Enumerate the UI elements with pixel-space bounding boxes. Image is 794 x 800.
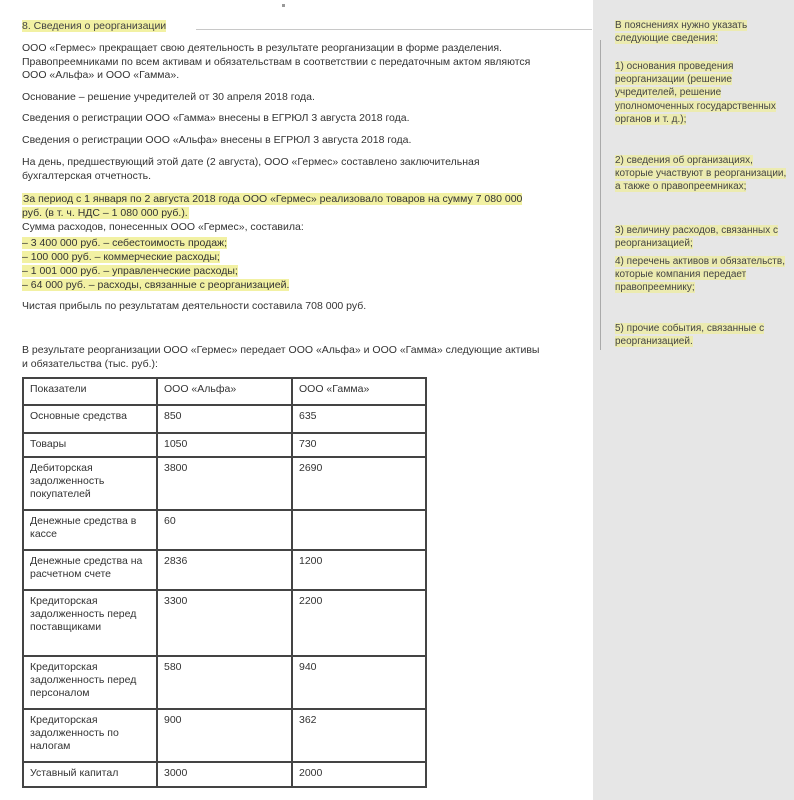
header-cell: ООО «Гамма» <box>292 378 426 405</box>
table-cell: Кредиторская задолженность перед поставщиками <box>23 590 157 656</box>
table-cell: 850 <box>157 405 292 433</box>
table-cell: 900 <box>157 709 292 762</box>
paragraph-basis: Основание – решение учредителей от 30 апреля 2018 года. <box>22 91 315 103</box>
table-row <box>23 709 426 762</box>
section-heading: 8. Сведения о реорганизации <box>22 20 167 32</box>
sidebar-item: 5) прочие события, связанные с реорганизацией. <box>615 323 765 348</box>
sidebar-intro: В пояснениях нужно указать следующие сведения: <box>615 20 748 45</box>
table-cell: 2690 <box>292 457 426 510</box>
table-row <box>23 550 426 590</box>
table-cell: 580 <box>157 656 292 709</box>
paragraph-transfer: В результате реорганизации ООО «Гермес» передает ООО «Альфа» и ООО «Гамма» следующие активы и обязательства (тыс. руб.): <box>22 344 540 370</box>
table-cell: Кредиторская задолженность перед персоналом <box>23 656 157 709</box>
expenses-list <box>22 236 289 292</box>
sidebar-item: 2) сведения об организациях, которые участвуют в реорганизации, а также о правопреемниках; <box>615 155 787 193</box>
explanations-sidebar <box>593 0 794 800</box>
table-row <box>23 510 426 550</box>
assets-liabilities-table <box>22 377 427 788</box>
table-row <box>23 405 426 433</box>
table-cell: 3800 <box>157 457 292 510</box>
paragraph-expenses-intro: Сумма расходов, понесенных ООО «Гермес», составила: <box>22 221 304 233</box>
paragraph-sales: За период с 1 января по 2 августа 2018 года ООО «Гермес» реализовало товаров на сумму 7 080 000 руб. (в т. ч. НДС – 1 080 000 руб.). <box>22 193 523 219</box>
table-row <box>23 590 426 656</box>
list-item: – 100 000 руб. – коммерческие расходы; <box>22 251 220 263</box>
table-cell: 362 <box>292 709 426 762</box>
paragraph-alfa-registration: Сведения о регистрации ООО «Альфа» внесены в ЕГРЮЛ 3 августа 2018 года. <box>22 134 412 146</box>
heading-rule <box>196 29 592 30</box>
table-cell: Денежные средства в кассе <box>23 510 157 550</box>
table-cell: 3000 <box>157 762 292 787</box>
table-cell: 730 <box>292 433 426 457</box>
paragraph-net-profit: Чистая прибыль по результатам деятельности составила 708 000 руб. <box>22 300 367 312</box>
paragraph-succession: ООО «Гермес» прекращает свою деятельность в результате реорганизации в форме разделения. Правопреемниками по всем активам и обязательствам в соответствии с передаточным актом являются ООО «Альфа» и ООО «Гамма». <box>22 42 531 81</box>
table-row <box>23 457 426 510</box>
table-cell: 2200 <box>292 590 426 656</box>
sidebar-item: 3) величину расходов, связанных с реорганизацией; <box>615 225 779 250</box>
sidebar-item: 1) основания проведения реорганизации (решение учредителей, решение уполномоченных государственных органов и т. д.); <box>615 61 776 125</box>
table-cell: Товары <box>23 433 157 457</box>
table-row <box>23 762 426 787</box>
list-item: – 1 001 000 руб. – управленческие расходы; <box>22 265 238 277</box>
table-cell: 1200 <box>292 550 426 590</box>
table-cell: 1050 <box>157 433 292 457</box>
header-cell: ООО «Альфа» <box>157 378 292 405</box>
list-item: – 64 000 руб. – расходы, связанные с реорганизацией. <box>22 279 290 291</box>
table-cell: Кредиторская задолженность по налогам <box>23 709 157 762</box>
sidebar-item: 4) перечень активов и обязательств, которые компания передает правопреемнику; <box>615 256 785 294</box>
header-cell: Показатели <box>23 378 157 405</box>
table-cell: 2000 <box>292 762 426 787</box>
list-item: – 3 400 000 руб. – себестоимость продаж; <box>22 237 227 249</box>
sidebar-rule <box>600 40 601 350</box>
table-cell: 635 <box>292 405 426 433</box>
table-cell <box>292 510 426 550</box>
table-header-row <box>23 378 426 405</box>
table-cell: Дебиторская задолженность покупателей <box>23 457 157 510</box>
table-row <box>23 433 426 457</box>
table-row <box>23 656 426 709</box>
table-cell: Денежные средства на расчетном счете <box>23 550 157 590</box>
table-cell: 60 <box>157 510 292 550</box>
table-cell: 3300 <box>157 590 292 656</box>
table-cell: 2836 <box>157 550 292 590</box>
table-cell: Уставный капитал <box>23 762 157 787</box>
table-cell: 940 <box>292 656 426 709</box>
paragraph-final-reporting: На день, предшествующий этой дате (2 августа), ООО «Гермес» составлено заключительная бухгалтерская отчетность. <box>22 156 480 182</box>
paragraph-gamma-registration: Сведения о регистрации ООО «Гамма» внесены в ЕГРЮЛ 3 августа 2018 года. <box>22 112 410 124</box>
table-cell: Основные средства <box>23 405 157 433</box>
